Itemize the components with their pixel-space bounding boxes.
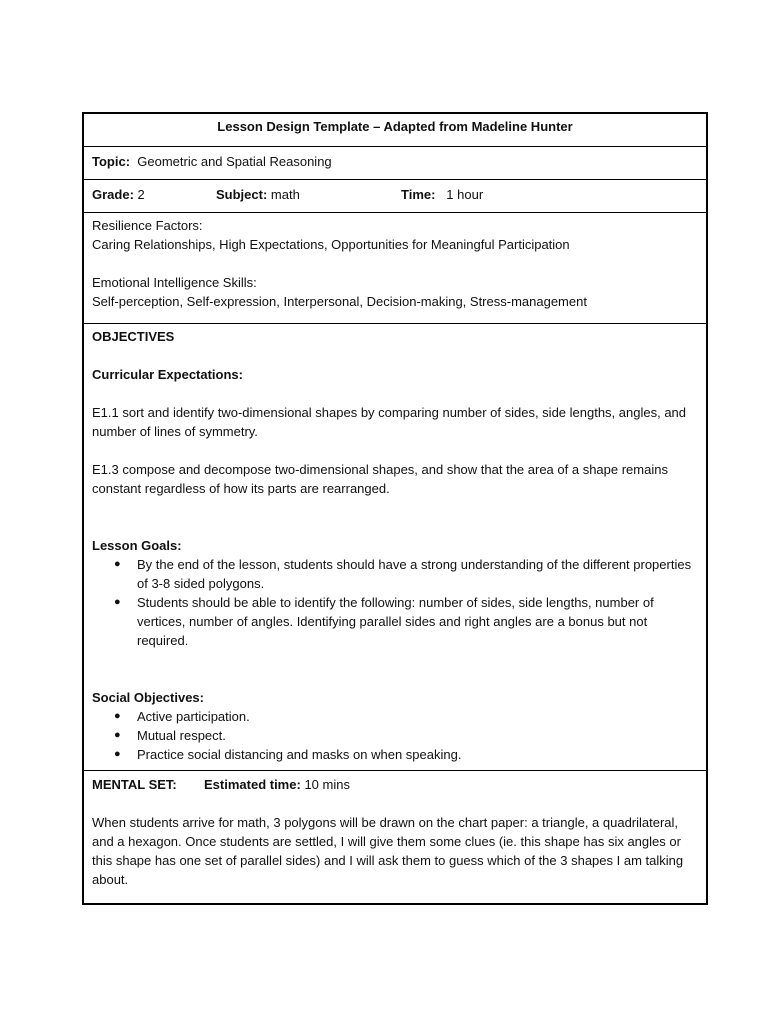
resilience-text: Caring Relationships, High Expectations, Opportunities for Meaningful Participation xyxy=(92,237,570,252)
subject-cell xyxy=(216,185,401,209)
grade-subject-time-row xyxy=(84,180,706,213)
grade-value: 2 xyxy=(137,187,145,202)
emotional-heading: Emotional Intelligence Skills: xyxy=(92,275,257,290)
resilience-row xyxy=(84,213,706,324)
bullet-icon: ● xyxy=(114,558,121,570)
title-row xyxy=(84,114,706,147)
topic-row xyxy=(84,147,706,180)
mental-set-text: When students arrive for math, 3 polygons will be drawn on the chart paper: a triangle, a quadrilateral, and a hexagon. Once students are settled, I will give them some clues (ie. this shape has six angles or this shape has one set of parallel sides) and I will ask them to guess which of the 3 shapes I am talking about. xyxy=(92,815,684,887)
objectives-heading: OBJECTIVES xyxy=(92,329,175,344)
mental-set-row xyxy=(84,771,706,903)
objectives-row xyxy=(84,324,706,771)
bullet-icon: ● xyxy=(114,729,121,741)
curricular-heading: Curricular Expectations: xyxy=(92,367,243,382)
grade-cell xyxy=(92,185,216,209)
list-item: ● Active participation. xyxy=(114,709,250,724)
list-item: ● Practice social distancing and masks on when speaking. xyxy=(114,747,462,762)
list-item: ● By the end of the lesson, students should have a strong understanding of the different properties of 3-8 sided polygons. xyxy=(114,557,692,591)
time-value: 1 hour xyxy=(446,187,484,202)
list-item: ● Students should be able to identify the following: number of sides, side lengths, number of vertices, number of angles. Identifying parallel sides and right angles are a bonus but not required. xyxy=(114,595,654,648)
time-cell xyxy=(401,185,483,209)
expectation-e1-3: E1.3 compose and decompose two-dimensional shapes, and show that the area of a shape remains constant regardless of how its parts are rearranged. xyxy=(92,462,668,496)
subject-label: Subject: xyxy=(216,187,268,202)
emotional-text: Self-perception, Self-expression, Interpersonal, Decision-making, Stress-management xyxy=(92,294,587,309)
estimated-time-value: 10 mins xyxy=(304,777,350,792)
lesson-goals-heading: Lesson Goals: xyxy=(92,538,182,553)
topic-value: Geometric and Spatial Reasoning xyxy=(137,154,332,169)
mental-set-label: MENTAL SET: xyxy=(92,777,177,792)
list-item: ● Mutual respect. xyxy=(114,728,226,743)
bullet-icon: ● xyxy=(114,710,121,722)
estimated-time-label: Estimated time: xyxy=(204,777,301,792)
time-label: Time: xyxy=(401,187,436,202)
resilience-heading: Resilience Factors: xyxy=(92,218,203,233)
bullet-icon: ● xyxy=(114,596,121,608)
document-title: Lesson Design Template – Adapted from Madeline Hunter xyxy=(217,119,573,134)
subject-value: math xyxy=(270,187,300,202)
topic-label: Topic: xyxy=(92,154,131,169)
expectation-e1-1: E1.1 sort and identify two-dimensional shapes by comparing number of sides, side lengths, angles, and number of lines of symmetry. xyxy=(92,405,687,439)
bullet-icon: ● xyxy=(114,748,121,760)
social-objectives-heading: Social Objectives: xyxy=(92,690,204,705)
lesson-goals-list xyxy=(92,555,698,650)
grade-label: Grade: xyxy=(92,187,134,202)
lesson-template-table xyxy=(82,112,708,905)
social-objectives-list xyxy=(92,707,698,764)
mental-set-header xyxy=(92,775,698,794)
